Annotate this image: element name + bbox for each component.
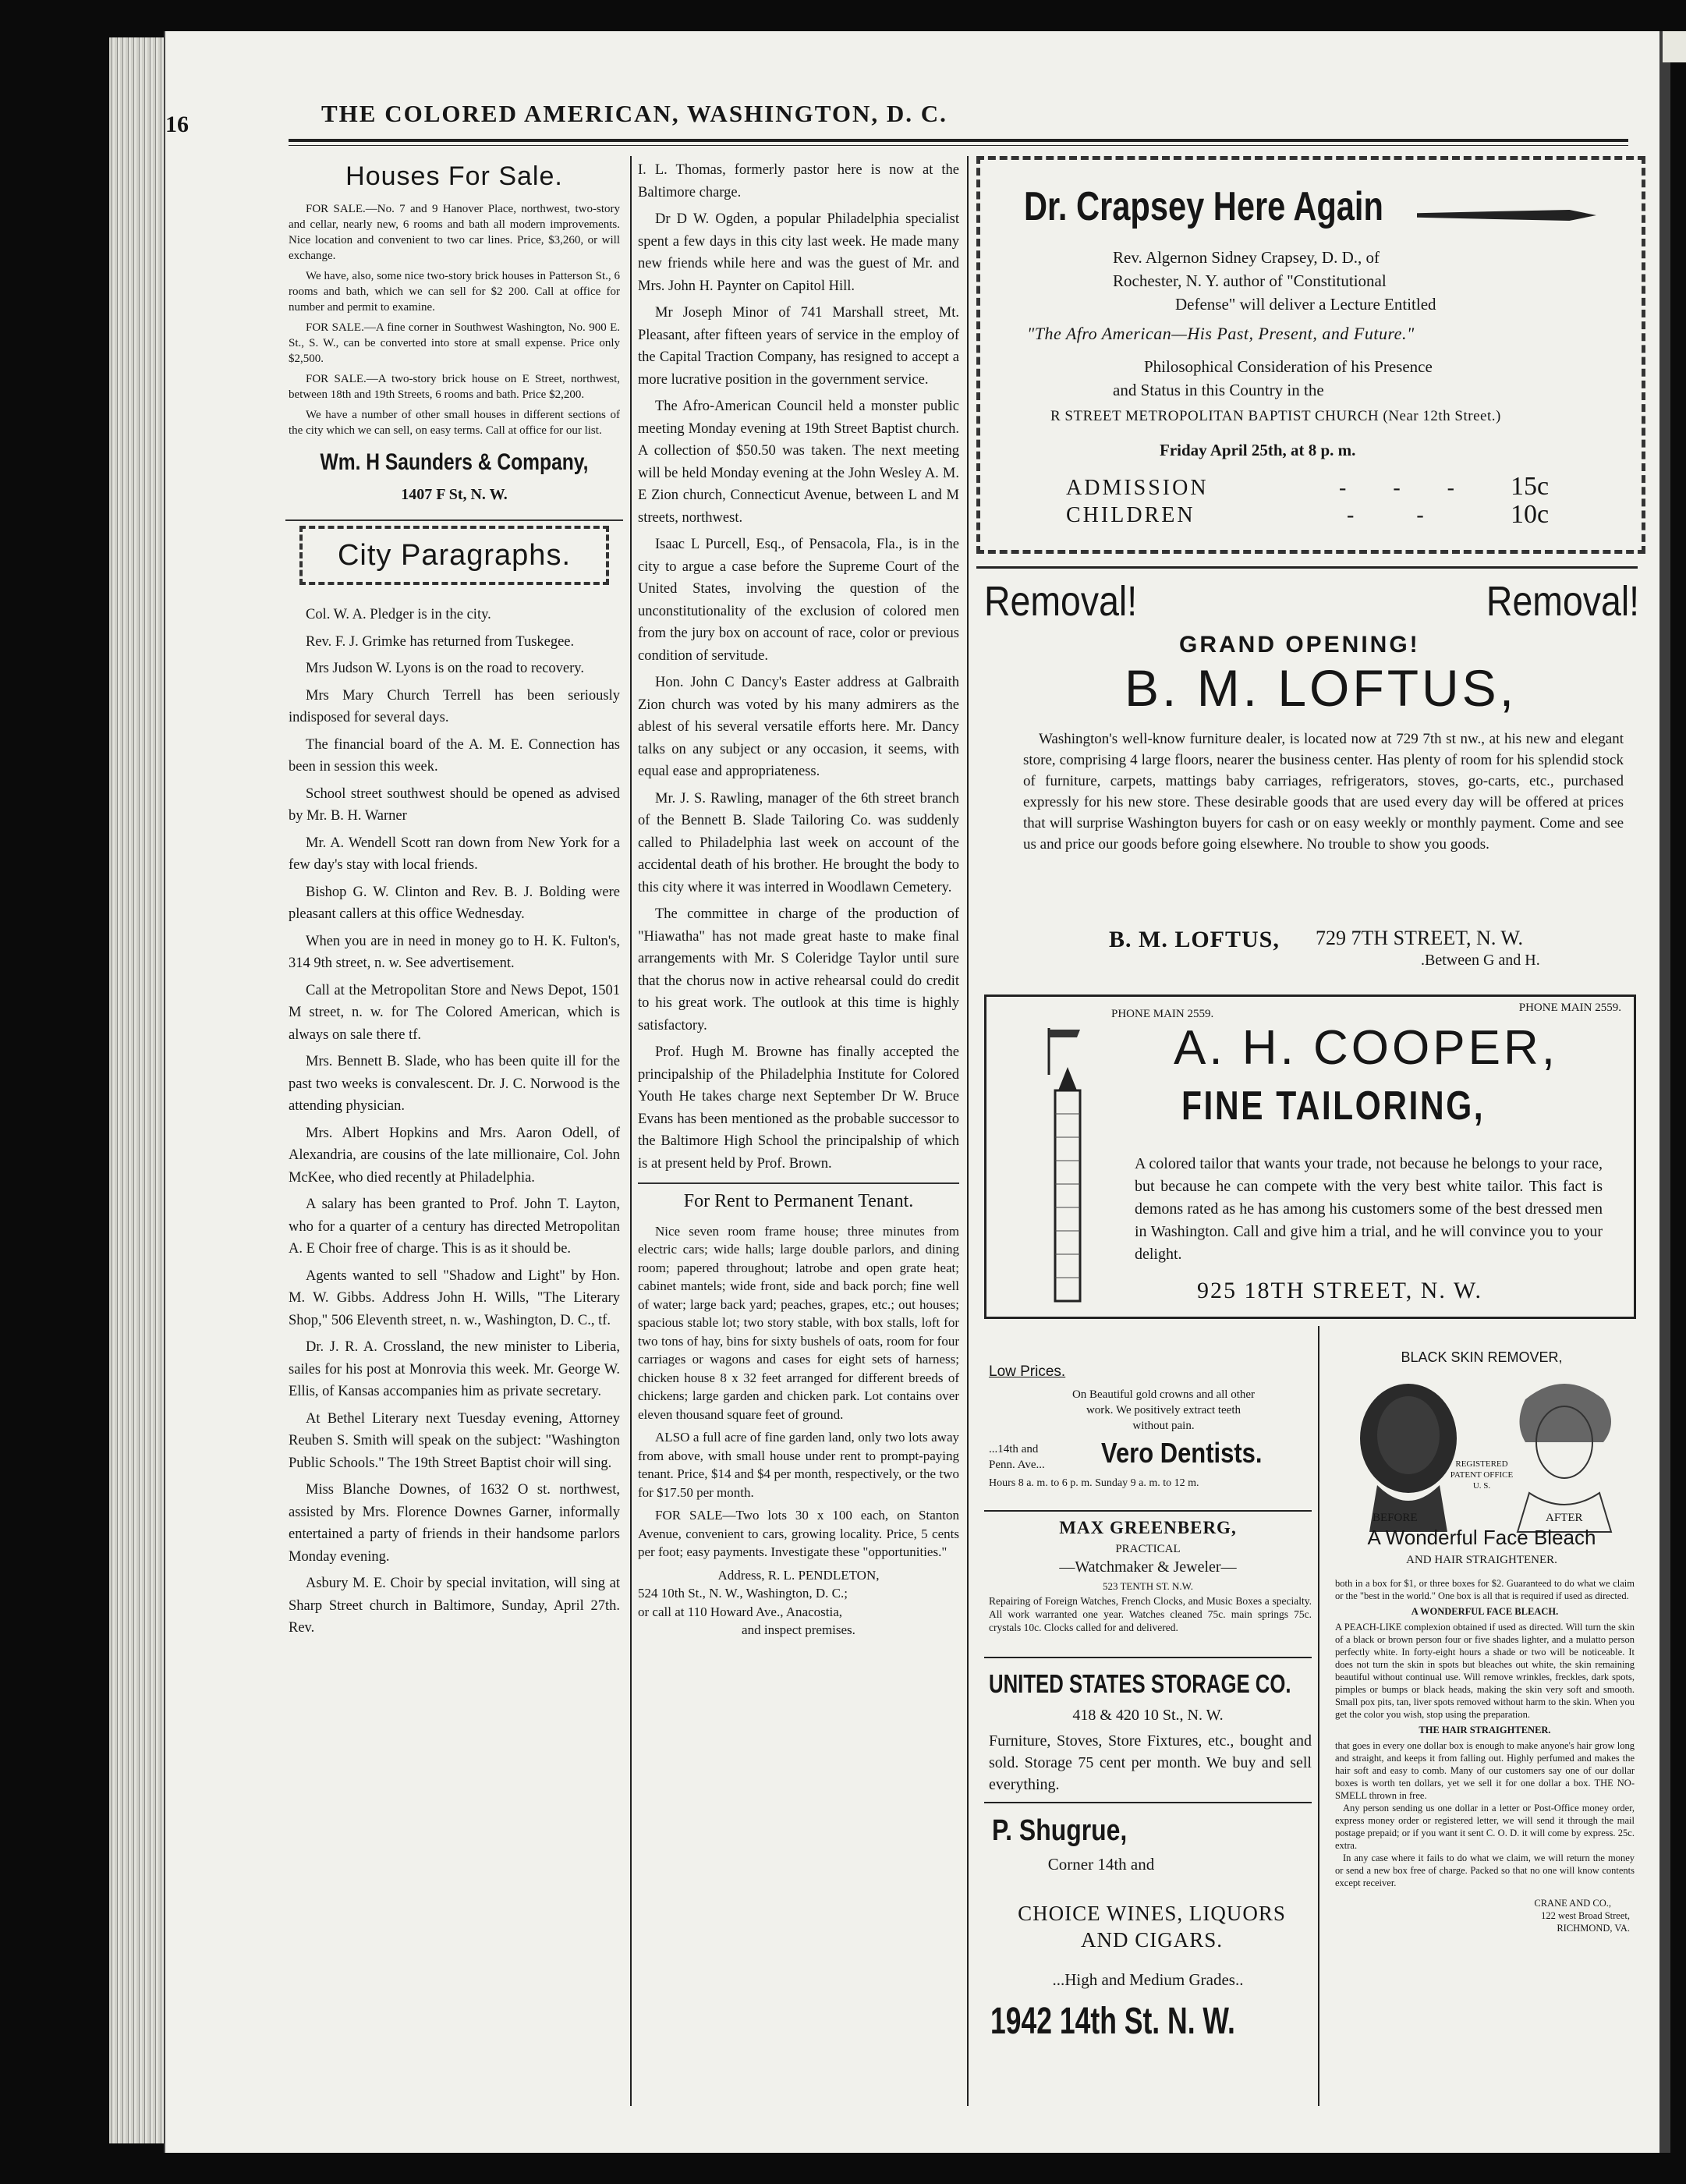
loftus-body: Washington's well-know furniture dealer, is located now at 729 7th st nw., at his new and elegant store, comprising 4 large floors, nearer the business center. Has plenty of room for his splendid stock of furniture, carpets, mattings baby carriages, refrigerators, stoves, go-carts, etc., purchased expressly for his new store. These desirable goods that are used every day will be offered at prices that will surprise Washington buyers for cash or on easy weekly or monthly payment. Come and see us and price our goods before going elsewhere. No trouble to show you goods. — [1023, 731, 1624, 853]
loftus-signature: B. M. LOFTUS, — [1109, 927, 1280, 952]
crapsey-line: Rev. Algernon Sidney Crapsey, D. D., of — [1113, 248, 1380, 267]
for-rent-body — [638, 1222, 959, 1640]
city-paragraph: The financial board of the A. M. E. Connection has been in session this week. — [289, 736, 620, 775]
crapsey-title: Dr. Crapsey Here Again — [1024, 184, 1383, 229]
phone-right: PHONE MAIN 2559. — [1518, 1002, 1621, 1014]
city-paragraph: When you are in need in money go to H. K. Fulton's, 314 9th street, n. w. See advertisement. — [289, 933, 620, 971]
bleach-top: BLACK SKIN REMOVER, — [1401, 1349, 1563, 1365]
book-gutter — [1659, 31, 1670, 2153]
city-paragraphs-frame — [299, 526, 609, 585]
bleach-p2: A PEACH-LIKE complexion obtained if used as directed. Will turn the skin of a black or brown person four or five shades lighter, and a mulatto person perfectly white. In forty-eight hours a shade or two will be noticeable. It does not turn the skin in spots but bleaches out white, the skin remaining beautiful without continual use. Will remove wrinkles, freckles, dark spots, pimples or bumps or black heads, making the skin very soft and smooth. Small pox pits, tan, liver spots removed without harm to the skin. When you get the color you wish, stop using the preparation. — [1335, 1622, 1635, 1720]
column-2 — [638, 159, 959, 1640]
greenberg-ad — [984, 1510, 1312, 1633]
loftus-ad — [984, 566, 1639, 972]
news-paragraph: I. L. Thomas, formerly pastor here is now at the Baltimore charge. — [638, 162, 959, 200]
houses-paragraph: FOR SALE.—A fine corner in Southwest Washington, No. 900 E. St., S. W., can be converted into store at small expense. Price only $2,500. — [289, 321, 620, 365]
face-bleach-ad — [1326, 1349, 1638, 2098]
admission-label: ADMISSION — [1066, 476, 1209, 500]
lecture-title: "The Afro American—His Past, Present, and Future." — [1027, 324, 1415, 343]
vero-loc: ...14th and — [989, 1443, 1039, 1455]
column-rule-2 — [967, 156, 969, 2106]
cooper-tailoring-ad — [984, 994, 1636, 1319]
rent-paragraph: ALSO a full acre of fine garden land, only two lots away from above, with small house under rent to prompt-paying tenant. Price, $14 and $4 per month, respectively, or the two for $17.50 per month. — [638, 1430, 959, 1500]
greenberg-practical: PRACTICAL — [1115, 1543, 1181, 1555]
loftus-between: .Between G and H. — [1421, 952, 1540, 969]
firm-address: 1407 F St, N. W. — [401, 486, 508, 503]
vero-line: On Beautiful gold crowns and all other — [1071, 1388, 1256, 1401]
news-paragraph: Dr D W. Ogden, a popular Philadelphia specialist spent a few days in this city last week. He made many new friends while here and was the guest of Mr. and Mrs. John H. Paynter on Capitol Hill. — [638, 211, 959, 294]
greenberg-address: 523 TENTH ST. N.W. — [1102, 1580, 1194, 1592]
news-paragraph: The Afro-American Council held a monster public meeting Monday evening at 19th Street Baptist church. A collection of $50.50 was taken. The next meeting will be held Monday evening at the John Wesley A. M. E Zion church, Connecticut Avenue, between L and M streets, northwest. — [638, 399, 959, 526]
greenberg-name: MAX GREENBERG, — [1059, 1518, 1237, 1537]
cooper-trade: FINE TAILORING, — [1181, 1083, 1486, 1129]
bleach-title: A Wonderful Face Bleach — [1367, 1526, 1596, 1549]
city-paragraph: Mrs. Bennett B. Slade, who has been quite ill for the past two weeks is convalescent. Dr. J. C. Norwood is the attending physician. — [289, 1054, 620, 1114]
before-portrait — [1360, 1384, 1457, 1532]
phone-left: PHONE MAIN 2559. — [1111, 1008, 1214, 1020]
vero-dentists-ad — [984, 1360, 1312, 1501]
rent-address: and inspect premises. — [742, 1622, 855, 1637]
shugrue-grades: ...High and Medium Grades.. — [1052, 1970, 1244, 1989]
pointing-hand-icon — [1417, 210, 1596, 221]
shugrue-ad — [984, 1802, 1312, 2053]
page-corner — [1663, 31, 1686, 62]
houses-for-sale-heading: Houses For Sale. — [345, 161, 563, 191]
us-label: U. S. — [1472, 1481, 1491, 1491]
city-paragraph: Mrs. Albert Hopkins and Mrs. Aaron Odell, of Alexandria, are cousins of the late millionaire, Col. John McKee, who died recently at Philadelphia. — [289, 1125, 620, 1186]
bleach-firm: CRANE AND CO., — [1534, 1898, 1611, 1909]
divider — [976, 566, 1638, 569]
column-1 — [289, 156, 620, 1644]
column-rule-3 — [1318, 1326, 1319, 2106]
shugrue-name: P. Shugrue, — [992, 1814, 1128, 1847]
vero-line: work. We positively extract teeth — [1086, 1404, 1241, 1416]
bleach-h2: A WONDERFUL FACE BLEACH. — [1411, 1606, 1559, 1617]
bleach-p1: both in a box for $1, or three boxes for $2. Guaranteed to do what we claim or the "best in the world." One box is all that is required if used as directed. — [1335, 1578, 1635, 1601]
bleach-h3: THE HAIR STRAIGHTENER. — [1419, 1725, 1551, 1736]
bleach-p4: Any person sending us one dollar in a letter or Post-Office money order, express money order or registered letter, we will send it through the mail postage prepaid; or if you want it sent C. O. D. it will come by express. 25c. extra. — [1335, 1803, 1635, 1851]
page-number: 16 — [165, 112, 189, 137]
crapsey-sub: Philosophical Consideration of his Presence — [1144, 357, 1433, 376]
city-paragraph: Mrs Mary Church Terrell has been seriously indisposed for several days. — [289, 687, 620, 725]
lecture-date: Friday April 25th, at 8 p. m. — [1160, 441, 1356, 459]
column-rule-1 — [630, 156, 632, 2106]
vero-line: without pain. — [1132, 1420, 1195, 1432]
loftus-name: B. M. LOFTUS, — [1125, 659, 1518, 717]
storage-address: 418 & 420 10 St., N. W. — [1072, 1707, 1224, 1724]
low-prices: Low Prices. — [989, 1363, 1066, 1380]
city-paragraph: Mrs Judson W. Lyons is on the road to recovery. — [306, 661, 584, 676]
city-paragraph: Rev. F. J. Grimke has returned from Tuskegee. — [306, 633, 575, 650]
news-paragraph: Prof. Hugh M. Browne has finally accepted the principalship of the Philadelphia Institute for Colored Youth He takes charge next September Dr W. Bruce Evans has been mentioned as the probable successor to the Baltimore High School the principalship of which is at present held by Prof. Brown. — [638, 1044, 959, 1172]
removal-left: Removal! — [984, 578, 1138, 625]
book-page-edges — [109, 37, 164, 2143]
city-paragraph: Miss Blanche Downes, of 1632 O st. northwest, assisted by Mrs. Florence Downes Garner, informally entertained a party of friends in their handsome parlors Monday evening. — [289, 1482, 620, 1565]
city-paragraph: Mr. A. Wendell Scott ran down from New York for a few day's stay with local friends. — [289, 835, 620, 873]
houses-paragraph: We have a number of other small houses in different sections of the city which we can sell, on easy terms. Call at office for our list. — [289, 409, 620, 437]
after-label: AFTER — [1546, 1512, 1583, 1524]
crapsey-line: Defense" will deliver a Lecture Entitled — [1175, 295, 1436, 314]
bleach-p5: In any case where it fails to do what we claim, we will return the money or send a new box free of charge. Packed so that no one will know contents except receiver. — [1335, 1852, 1635, 1888]
storage-body: Furniture, Stoves, Store Fixtures, etc., bought and sold. Storage 75 cent per month. We buy and sell everything. — [989, 1732, 1312, 1793]
bleach-sub: AND HAIR STRAIGHTENER. — [1406, 1554, 1557, 1566]
rent-address: Address, R. L. PENDLETON, — [717, 1567, 880, 1583]
city-paragraph: Col. W. A. Pledger is in the city. — [306, 607, 491, 622]
storage-name: UNITED STATES STORAGE CO. — [989, 1669, 1291, 1698]
bleach-street: 122 west Broad Street, — [1541, 1910, 1630, 1921]
children-price: 10c — [1511, 500, 1550, 529]
news-paragraph: Isaac L Purcell, Esq., of Pensacola, Fla., is in the city to argue a case before the Supreme Court of the United States, involving the question of the unconstitutionality of the exclusion of colored men from the jury box on account of race, color or previous condition of servitude. — [638, 537, 959, 664]
cooper-address: 925 18TH STREET, N. W. — [1197, 1278, 1482, 1303]
shugrue-address: 1942 14th St. N. W. — [990, 2001, 1235, 2042]
monument-icon — [1033, 1020, 1103, 1309]
houses-paragraph: FOR SALE.—No. 7 and 9 Hanover Place, northwest, two-story and cellar, nearly new, 6 rooms and bath all modern improvements. Nice location and convenient to two car lines. Price, $3,260, or will exchange. — [289, 203, 620, 262]
children-label: CHILDREN — [1066, 503, 1195, 527]
registered-label: REGISTERED — [1455, 1459, 1508, 1469]
greenberg-trade: —Watchmaker & Jeweler— — [1059, 1558, 1237, 1576]
crapsey-sub: and Status in this Country in the — [1113, 381, 1324, 399]
masthead-rule — [289, 139, 1628, 142]
city-paragraph: Agents wanted to sell "Shadow and Light" by Hon. M. W. Gibbs. Address John H. Wills, "The Literary Shop," 506 Eleventh street, n. w., Washington, D. C., tf. — [289, 1268, 620, 1328]
city-paragraphs-heading: City Paragraphs. — [337, 539, 571, 572]
storage-ad — [984, 1657, 1312, 1791]
cooper-name: A. H. COOPER, — [1174, 1021, 1558, 1075]
church-name: R STREET METROPOLITAN BAPTIST CHURCH (Near 12th Street.) — [1050, 408, 1501, 424]
city-paragraph: At Bethel Literary next Tuesday evening, Attorney Reuben S. Smith will speak on the subject: "Washington Public Schools." The 19th Street Baptist choir will sing. — [289, 1410, 620, 1471]
city-paragraph: Asbury M. E. Choir by special invitation, will sing at Sharp Street church in Baltimore, Sunday, April 27th. Rev. — [289, 1576, 620, 1636]
news-paragraph: Mr. J. S. Rawling, manager of the 6th street branch of the Bennett B. Slade Tailoring Co. was suddenly called to Philadelphia last week on account of the accidental death of his brother. He brought the body to this city where it was interred in Woodlawn Cemetery. — [638, 790, 959, 895]
houses-paragraph: FOR SALE.—A two-story brick house on E Street, northwest, between 18th and 19th Streets, 6 rooms and bath. Price $2,200. — [289, 373, 620, 401]
admission-price: 15c — [1511, 472, 1550, 501]
rent-paragraph: Nice seven room frame house; three minutes from electric cars; wide halls; large double parlors, and dining room; papered throughout; latrobe and open grate heat; cabinet mantels; wide front, side and back porch; fine well of water; large back yard; peaches, grapes, etc.; out houses; spacious stable lot; two story stable, with box stalls, loft for two tons of hay, bins for sixty bushels of oats, room for four carriages or wagons and cases for eight sets of harness; chicken house 8 x 32 feet arranged for different breeds of chickens; large garden and chicken park. Lot contains over eleven thousand square feet of ground. — [638, 1223, 959, 1422]
vero-name: Vero Dentists. — [1101, 1437, 1263, 1469]
rent-paragraph: FOR SALE—Two lots 30 x 100 each, on Stanton Avenue, convenient to cars, growing locality. Price, 5 cents per foot; easy payments. Investigate these "opportunities." — [638, 1508, 959, 1559]
city-paragraph: Call at the Metropolitan Store and News Depot, 1501 M street, n. w. for The Colored American, which is always on sale there tf. — [289, 982, 620, 1043]
before-label: BEFORE — [1373, 1512, 1418, 1524]
rent-address: 524 10th St., N. W., Washington, D. C.; — [638, 1586, 848, 1601]
grand-opening: GRAND OPENING! — [1179, 632, 1420, 658]
city-paragraph: School street southwest should be opened as advised by Mr. B. H. Warner — [289, 785, 620, 824]
greenberg-body: Repairing of Foreign Watches, French Clocks, and Music Boxes a specialty. All work warranted one year. Watches cleaned 75c. main springs 75c. crystals 10c. Clocks called for and delivered. — [989, 1595, 1312, 1633]
masthead-rule-thin — [289, 145, 1628, 146]
removal-right: Removal! — [1486, 578, 1639, 625]
crapsey-lecture-ad: Dr. Crapsey Here Again Rev. Algernon Sidney Crapsey, D. D., of Rochester, N. Y. author of "Constitutional Defense" will deliver a Lecture Entitled "The Afro American—His Past, Present, and Future." Philosophical Consideration of his Presence and Status in this Country in the R STREET METROPOLITAN BAPTIST CHURCH (Near 12th Street.) Friday April 25th, at 8 p. m. ADMISSION --- 15c CHILDREN -- 10c — [976, 156, 1645, 554]
city-paragraph: Bishop G. W. Clinton and Rev. B. J. Bolding were pleasant callers at this office Wednesday. — [289, 884, 620, 922]
loftus-address: 729 7TH STREET, N. W. — [1316, 927, 1524, 949]
houses-paragraph: We have, also, some nice two-story brick houses in Patterson St., 6 rooms and bath, which we can sell for $2 200. Call at office for number and permit to examine. — [289, 270, 620, 314]
after-portrait — [1518, 1384, 1611, 1532]
firm-name: Wm. H Saunders & Company, — [320, 449, 589, 475]
bleach-p3: that goes in every one dollar box is enough to make anyone's hair grow long and straight, and keeps it from falling out. Highly perfumed and makes the hair soft and easy to comb. Many of our customers say one of our dollar boxes is worth ten dollars, yet we sell it for one dollar a box. THE NO-SMELL thrown in free. — [1335, 1740, 1635, 1801]
crapsey-line: Rochester, N. Y. author of "Constitutional — [1113, 271, 1387, 290]
news-paragraph: The committee in charge of the production of "Hiawatha" has not made great haste to make final arrangements with Mr. S Coleridge Taylor until sure that the chorus now in active rehearsal could do credit to his great work. The outlook at this time is highly satisfactory. — [638, 906, 959, 1034]
shugrue-corner: Corner 14th and — [1047, 1855, 1155, 1874]
cooper-body: A colored tailor that wants your trade, not because he belongs to your race, but because he can compete with the very best white tailor. This fact is demons rated as he has among his customers some of the best dressed men in Washington. Call and give him a trial, and he will convince you to your delight. — [1135, 1155, 1603, 1263]
for-rent-heading: For Rent to Permanent Tenant. — [683, 1191, 914, 1211]
city-paragraph: A salary has been granted to Prof. John T. Layton, who for a quarter of a century has directed Metropolitan A. E Choir free of charge. This is as it should be. — [289, 1197, 620, 1257]
vero-loc: Penn. Ave... — [989, 1459, 1045, 1471]
masthead-title: THE COLORED AMERICAN, WASHINGTON, D. C. — [321, 100, 947, 127]
vero-hours: Hours 8 a. m. to 6 p. m. Sunday 9 a. m. to 12 m. — [989, 1477, 1199, 1489]
rent-address: or call at 110 Howard Ave., Anacostia, — [638, 1604, 843, 1619]
patent-label: PATENT OFFICE — [1450, 1470, 1514, 1480]
news-paragraph: Mr Joseph Minor of 741 Marshall street, Mt. Pleasant, after fifteen years of service in the employ of the Capital Traction Company, has resigned to accept a more lucrative position in the government service. — [638, 305, 959, 388]
news-paragraph: Hon. John C Dancy's Easter address at Galbraith Zion church was voted by his many admirers as the ablest of his several versatile efforts here. Mr. Dancy talks on any subject or any occasion, it seems, with equal ease and appropriateness. — [638, 675, 959, 779]
bleach-city: RICHMOND, VA. — [1557, 1923, 1630, 1934]
houses-listings — [289, 201, 620, 438]
city-paragraphs — [289, 604, 620, 1640]
city-paragraph: Dr. J. R. A. Crossland, the new minister to Liberia, sailes for his post at Monrovia this week. Mr. George W. Ellis, of Kansas accompanies him as private secretary. — [289, 1339, 620, 1399]
shugrue-wines: CHOICE WINES, LIQUORS AND CIGARS. — [1018, 1902, 1286, 1952]
